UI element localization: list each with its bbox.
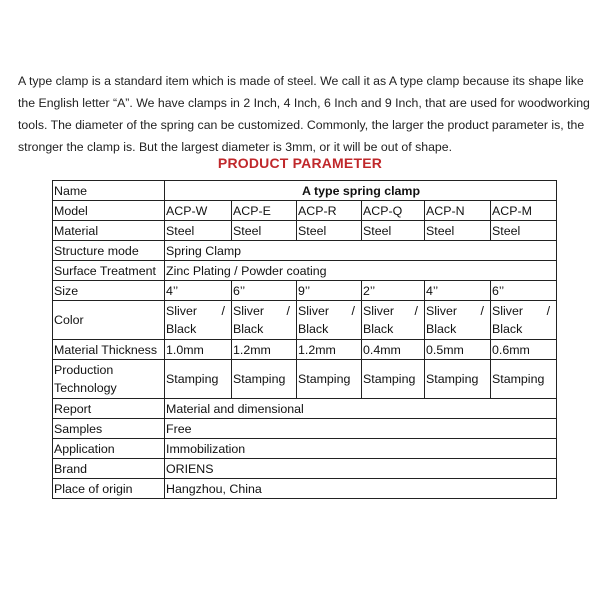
model-cell: ACP-W — [165, 201, 232, 221]
table-row-thickness — [53, 340, 557, 360]
table-row-material — [53, 221, 557, 241]
color-cell: Sliver / Black — [232, 301, 297, 340]
size-cell: 6’’ — [232, 281, 297, 301]
table-row-name — [53, 181, 557, 201]
size-cell: 9’’ — [297, 281, 362, 301]
table-row-color — [53, 301, 557, 340]
material-cell: Steel — [425, 221, 491, 241]
technology-cell: Stamping — [297, 360, 362, 399]
row-label: Application — [53, 439, 165, 459]
thickness-cell: 0.4mm — [362, 340, 425, 360]
row-label: Model — [53, 201, 165, 221]
technology-cell: Stamping — [165, 360, 232, 399]
color-cell: Sliver / Black — [165, 301, 232, 340]
color-cell: Sliver / Black — [362, 301, 425, 340]
brand-value: ORIENS — [165, 459, 557, 479]
table-row-brand — [53, 459, 557, 479]
table-row-report — [53, 399, 557, 419]
table-row-origin — [53, 479, 557, 499]
row-label: Size — [53, 281, 165, 301]
product-name: A type spring clamp — [165, 181, 557, 201]
color-cell: Sliver / Black — [491, 301, 557, 340]
surface-value: Zinc Plating / Powder coating — [165, 261, 557, 281]
row-label: Samples — [53, 419, 165, 439]
structure-value: Spring Clamp — [165, 241, 557, 261]
row-label: Production Technology — [53, 360, 165, 399]
table-row-model — [53, 201, 557, 221]
row-label: Material — [53, 221, 165, 241]
thickness-cell: 1.2mm — [297, 340, 362, 360]
row-label: Material Thickness — [53, 340, 165, 360]
size-cell: 4’’ — [425, 281, 491, 301]
thickness-cell: 1.2mm — [232, 340, 297, 360]
row-label: Brand — [53, 459, 165, 479]
intro-paragraph: A type clamp is a standard item which is made of steel. We call it as A type clamp because its shape like the English letter “A”. We have clamps in 2 Inch, 4 Inch, 6 Inch and 9 Inch, that are used for woodworking tools. The diameter of the spring can be customized. Commonly, the larger the product parameter is, the stronger the clamp is. But the largest diameter is 3mm, or it will be out of shape. — [18, 74, 590, 154]
model-cell: ACP-M — [491, 201, 557, 221]
size-cell: 6’’ — [491, 281, 557, 301]
technology-cell: Stamping — [491, 360, 557, 399]
table-row-structure — [53, 241, 557, 261]
model-cell: ACP-E — [232, 201, 297, 221]
table-row-size — [53, 281, 557, 301]
model-cell: ACP-N — [425, 201, 491, 221]
color-cell: Sliver / Black — [297, 301, 362, 340]
section-heading: PRODUCT PARAMETER — [217, 155, 383, 171]
material-cell: Steel — [297, 221, 362, 241]
thickness-cell: 0.6mm — [491, 340, 557, 360]
row-label: Report — [53, 399, 165, 419]
technology-cell: Stamping — [232, 360, 297, 399]
material-cell: Steel — [165, 221, 232, 241]
row-label: Name — [53, 181, 165, 201]
row-label: Surface Treatment — [53, 261, 165, 281]
report-value: Material and dimensional — [165, 399, 557, 419]
origin-value: Hangzhou, China — [165, 479, 557, 499]
technology-cell: Stamping — [362, 360, 425, 399]
samples-value: Free — [165, 419, 557, 439]
size-cell: 2’’ — [362, 281, 425, 301]
row-label: Structure mode — [53, 241, 165, 261]
material-cell: Steel — [491, 221, 557, 241]
technology-cell: Stamping — [425, 360, 491, 399]
material-cell: Steel — [362, 221, 425, 241]
product-parameter-table — [52, 180, 557, 499]
model-cell: ACP-R — [297, 201, 362, 221]
material-cell: Steel — [232, 221, 297, 241]
model-cell: ACP-Q — [362, 201, 425, 221]
application-value: Immobilization — [165, 439, 557, 459]
table-row-technology — [53, 360, 557, 399]
thickness-cell: 0.5mm — [425, 340, 491, 360]
row-label: Color — [53, 301, 165, 340]
table-row-samples — [53, 419, 557, 439]
table-row-surface — [53, 261, 557, 281]
color-cell: Sliver / Black — [425, 301, 491, 340]
size-cell: 4’’ — [165, 281, 232, 301]
row-label: Place of origin — [53, 479, 165, 499]
table-row-application — [53, 439, 557, 459]
thickness-cell: 1.0mm — [165, 340, 232, 360]
